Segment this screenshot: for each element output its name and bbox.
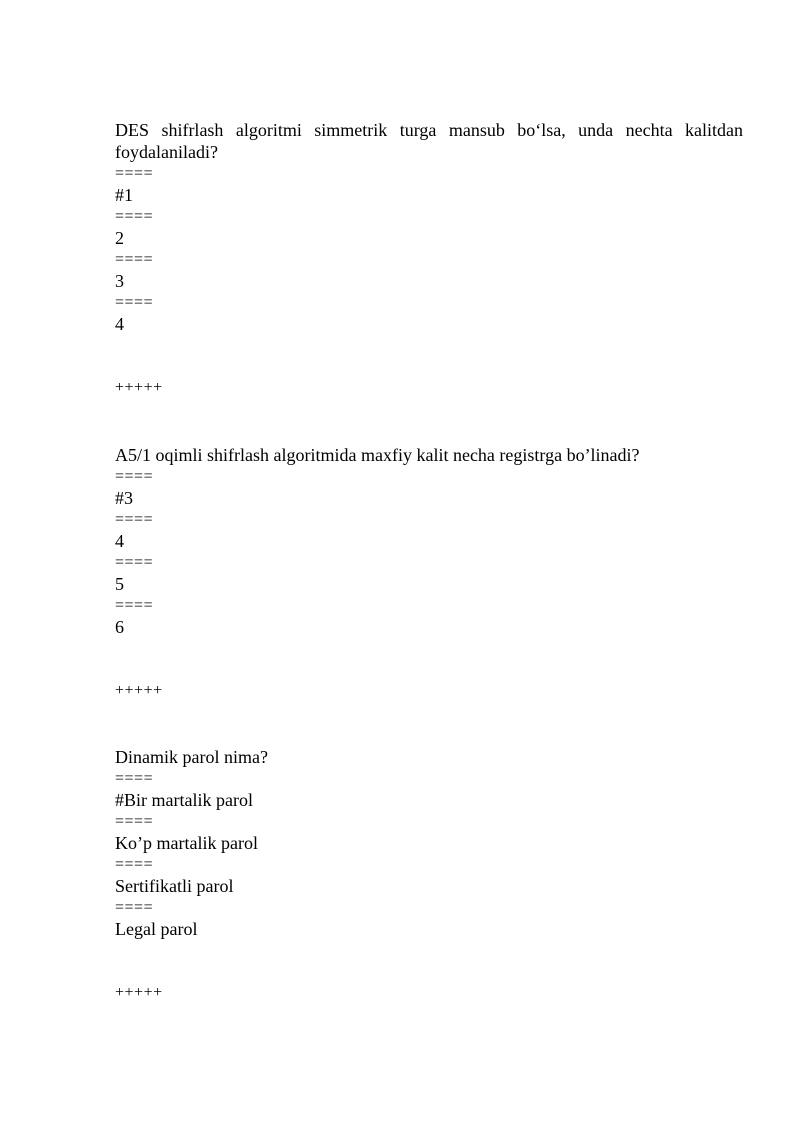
question-block bbox=[115, 444, 743, 701]
answer-option: 4 bbox=[115, 531, 124, 551]
answer-option: Sertifikatli parol bbox=[115, 876, 234, 896]
answer-option: Legal parol bbox=[115, 919, 198, 939]
answer-option: Ko’p martalik parol bbox=[115, 833, 258, 853]
answer-option: 5 bbox=[115, 574, 124, 594]
answer-separator: ==== bbox=[115, 294, 154, 311]
question-text: Dinamik parol nima? bbox=[115, 747, 268, 767]
answer-separator: ==== bbox=[115, 813, 154, 830]
answer-separator: ==== bbox=[115, 208, 154, 225]
question-text: A5/1 oqimli shifrlash algoritmida maxfiy kalit necha registrga bo’linadi? bbox=[115, 445, 640, 465]
answer-separator: ==== bbox=[115, 554, 154, 571]
answer-option-correct: #Bir martalik parol bbox=[115, 790, 253, 810]
question-end-marker: +++++ bbox=[115, 984, 163, 1001]
answer-separator: ==== bbox=[115, 770, 154, 787]
answer-separator: ==== bbox=[115, 597, 154, 614]
question-end-marker: +++++ bbox=[115, 682, 163, 699]
answer-option-correct: #3 bbox=[115, 488, 133, 508]
answer-option: 6 bbox=[115, 617, 124, 637]
question-text: DES shifrlash algoritmi simmetrik turga mansub bo‘lsa, unda nechta kalitdan foydalaniladi? bbox=[115, 120, 743, 162]
question-block bbox=[115, 746, 743, 1003]
answer-separator: ==== bbox=[115, 468, 154, 485]
answer-separator: ==== bbox=[115, 899, 154, 916]
answer-separator: ==== bbox=[115, 856, 154, 873]
answer-option-correct: #1 bbox=[115, 185, 133, 205]
answer-separator: ==== bbox=[115, 251, 154, 268]
answer-separator: ==== bbox=[115, 511, 154, 528]
answer-option: 2 bbox=[115, 228, 124, 248]
answer-option: 3 bbox=[115, 271, 124, 291]
answer-option: 4 bbox=[115, 314, 124, 334]
answer-separator: ==== bbox=[115, 165, 154, 182]
question-block bbox=[115, 119, 743, 398]
question-end-marker: +++++ bbox=[115, 379, 163, 396]
